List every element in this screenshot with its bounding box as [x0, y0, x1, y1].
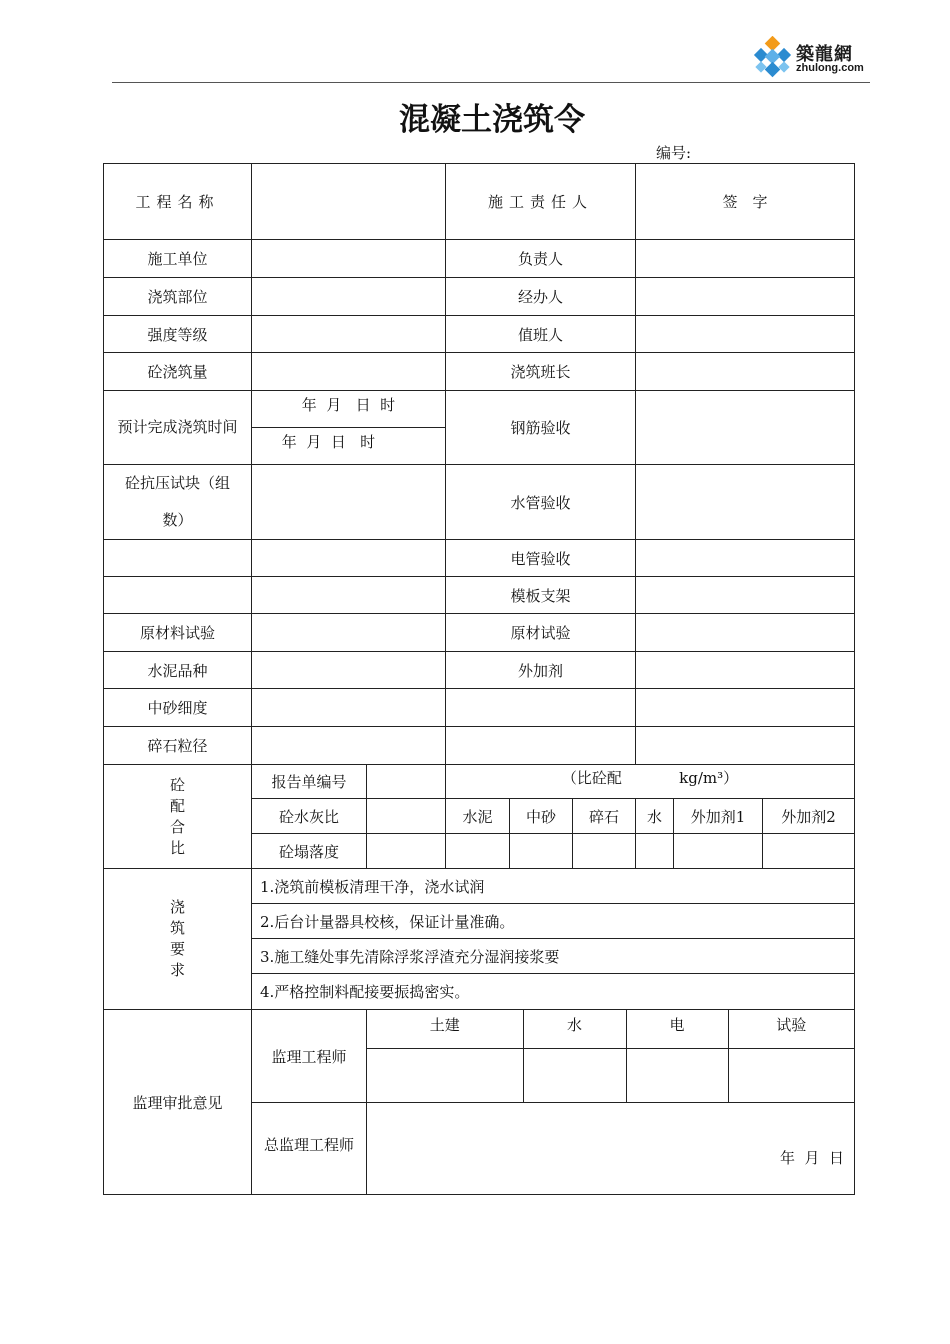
blank-field[interactable] [446, 727, 636, 765]
volume-field[interactable] [252, 353, 446, 391]
cement-field[interactable] [252, 652, 446, 689]
wc-ratio-field[interactable] [367, 799, 446, 834]
on-duty-sign-field[interactable] [636, 316, 855, 353]
report-no-field[interactable] [367, 765, 446, 799]
pour-requirements-label: 浇 筑 要 求 [104, 869, 252, 1010]
pour-leader-sign-field[interactable] [636, 353, 855, 391]
chief-engineer-sign-field[interactable] [367, 1103, 855, 1195]
blank-field[interactable] [636, 689, 855, 727]
unit-label: 施工单位 [104, 240, 252, 278]
handler-label: 经办人 [446, 278, 636, 316]
water-pipe-sign-field[interactable] [636, 465, 855, 540]
supervision-label: 监理审批意见 [104, 1010, 252, 1195]
slump-field[interactable] [367, 834, 446, 869]
mix-col-water: 水 [636, 799, 674, 834]
time-start-field[interactable]: 年 月 日 时 [252, 391, 445, 428]
sand-field[interactable] [252, 689, 446, 727]
grade-label: 强度等级 [104, 316, 252, 353]
blank-field[interactable] [636, 727, 855, 765]
blank-label [104, 577, 252, 614]
requirement-item: 1.浇筑前模板清理干净，浇水试润 [252, 869, 855, 904]
rebar-sign-field[interactable] [636, 391, 855, 465]
handler-sign-field[interactable] [636, 278, 855, 316]
discipline-electric: 电 [626, 1010, 728, 1048]
mix-col-admixture-2: 外加剂2 [763, 799, 855, 834]
mix-sand-value[interactable] [510, 834, 573, 869]
project-name-label: 工程名称 [104, 164, 252, 240]
mix-col-sand: 中砂 [510, 799, 573, 834]
discipline-test: 试验 [728, 1010, 854, 1048]
requirement-item: 3.施工缝处事先清除浮浆浮渣充分湿润接浆要 [252, 939, 855, 974]
discipline-civil: 土建 [367, 1010, 523, 1048]
slump-label: 砼塌落度 [252, 834, 367, 869]
mix-admixture-1-value[interactable] [674, 834, 763, 869]
electric-sign-field[interactable] [626, 1048, 728, 1102]
sign-label: 签 字 [636, 164, 855, 240]
test-sign-field[interactable] [728, 1048, 854, 1102]
stone-label: 碎石粒径 [104, 727, 252, 765]
engineer-label: 监理工程师 [252, 1010, 367, 1103]
material-test-sign-field[interactable] [636, 614, 855, 652]
admixture-sign-field[interactable] [636, 652, 855, 689]
wc-ratio-label: 砼水灰比 [252, 799, 367, 834]
leader-label: 负责人 [446, 240, 636, 278]
elec-pipe-label: 电管验收 [446, 540, 636, 577]
header-rule [112, 82, 870, 83]
page-title: 混凝土浇筑令 [399, 102, 585, 138]
blank-field[interactable] [252, 577, 446, 614]
admixture-label: 外加剂 [446, 652, 636, 689]
discipline-table [367, 1010, 854, 1102]
time-end-field[interactable]: 年 月 日 时 [281, 433, 376, 451]
grade-field[interactable] [252, 316, 446, 353]
part-label: 浇筑部位 [104, 278, 252, 316]
material-test-label: 原材料试验 [104, 614, 252, 652]
water-sign-field[interactable] [523, 1048, 626, 1102]
mix-admixture-2-value[interactable] [763, 834, 855, 869]
stone-field[interactable] [252, 727, 446, 765]
mix-water-value[interactable] [636, 834, 674, 869]
volume-label: 砼浇筑量 [104, 353, 252, 391]
part-field[interactable] [252, 278, 446, 316]
cement-label: 水泥品种 [104, 652, 252, 689]
test-blocks-field[interactable] [252, 465, 446, 540]
on-duty-label: 值班人 [446, 316, 636, 353]
blank-label [104, 540, 252, 577]
test-blocks-label: 砼抗压试块（组数） [104, 465, 252, 540]
mix-ratio-label: 砼 配 合 比 [104, 765, 252, 869]
requirement-item: 4.严格控制料配接要振捣密实。 [252, 974, 855, 1010]
blank-field[interactable] [446, 689, 636, 727]
rebar-label: 钢筋验收 [446, 391, 636, 465]
mix-stone-value[interactable] [573, 834, 636, 869]
approval-date: 年 月 日 [779, 1149, 845, 1167]
mix-col-stone: 碎石 [573, 799, 636, 834]
unit-field[interactable] [252, 240, 446, 278]
finish-time-cell [252, 391, 446, 465]
zhulong-logo [752, 36, 872, 80]
mix-ratio-note: （比砼配 kg/m³） [446, 765, 855, 799]
water-pipe-label: 水管验收 [446, 465, 636, 540]
blank-field[interactable] [252, 540, 446, 577]
pour-order-form [103, 163, 855, 1195]
doc-number-label: 编号: [656, 144, 692, 162]
discipline-water: 水 [523, 1010, 626, 1048]
chief-engineer-label: 总监理工程师 [252, 1103, 367, 1195]
pour-leader-label: 浇筑班长 [446, 353, 636, 391]
logo-mark-icon [752, 36, 794, 78]
material-test-field[interactable] [252, 614, 446, 652]
project-name-field[interactable] [252, 164, 446, 240]
responsible-label: 施工责任人 [446, 164, 636, 240]
mix-cement-value[interactable] [446, 834, 510, 869]
logo-cn-text: 築龍網 [796, 44, 853, 65]
leader-sign-field[interactable] [636, 240, 855, 278]
formwork-label: 模板支架 [446, 577, 636, 614]
civil-sign-field[interactable] [367, 1048, 523, 1102]
elec-pipe-sign-field[interactable] [636, 540, 855, 577]
formwork-sign-field[interactable] [636, 577, 855, 614]
engineer-sign-area [367, 1010, 855, 1103]
finish-time-label: 预计完成浇筑时间 [104, 391, 252, 465]
sand-label: 中砂细度 [104, 689, 252, 727]
report-no-label: 报告单编号 [252, 765, 367, 799]
material-test-right-label: 原材试验 [446, 614, 636, 652]
mix-col-admixture-1: 外加剂1 [674, 799, 763, 834]
logo-en-text: zhulong.com [796, 62, 864, 74]
mix-col-cement: 水泥 [446, 799, 510, 834]
requirement-item: 2.后台计量器具校核，保证计量准确。 [252, 904, 855, 939]
